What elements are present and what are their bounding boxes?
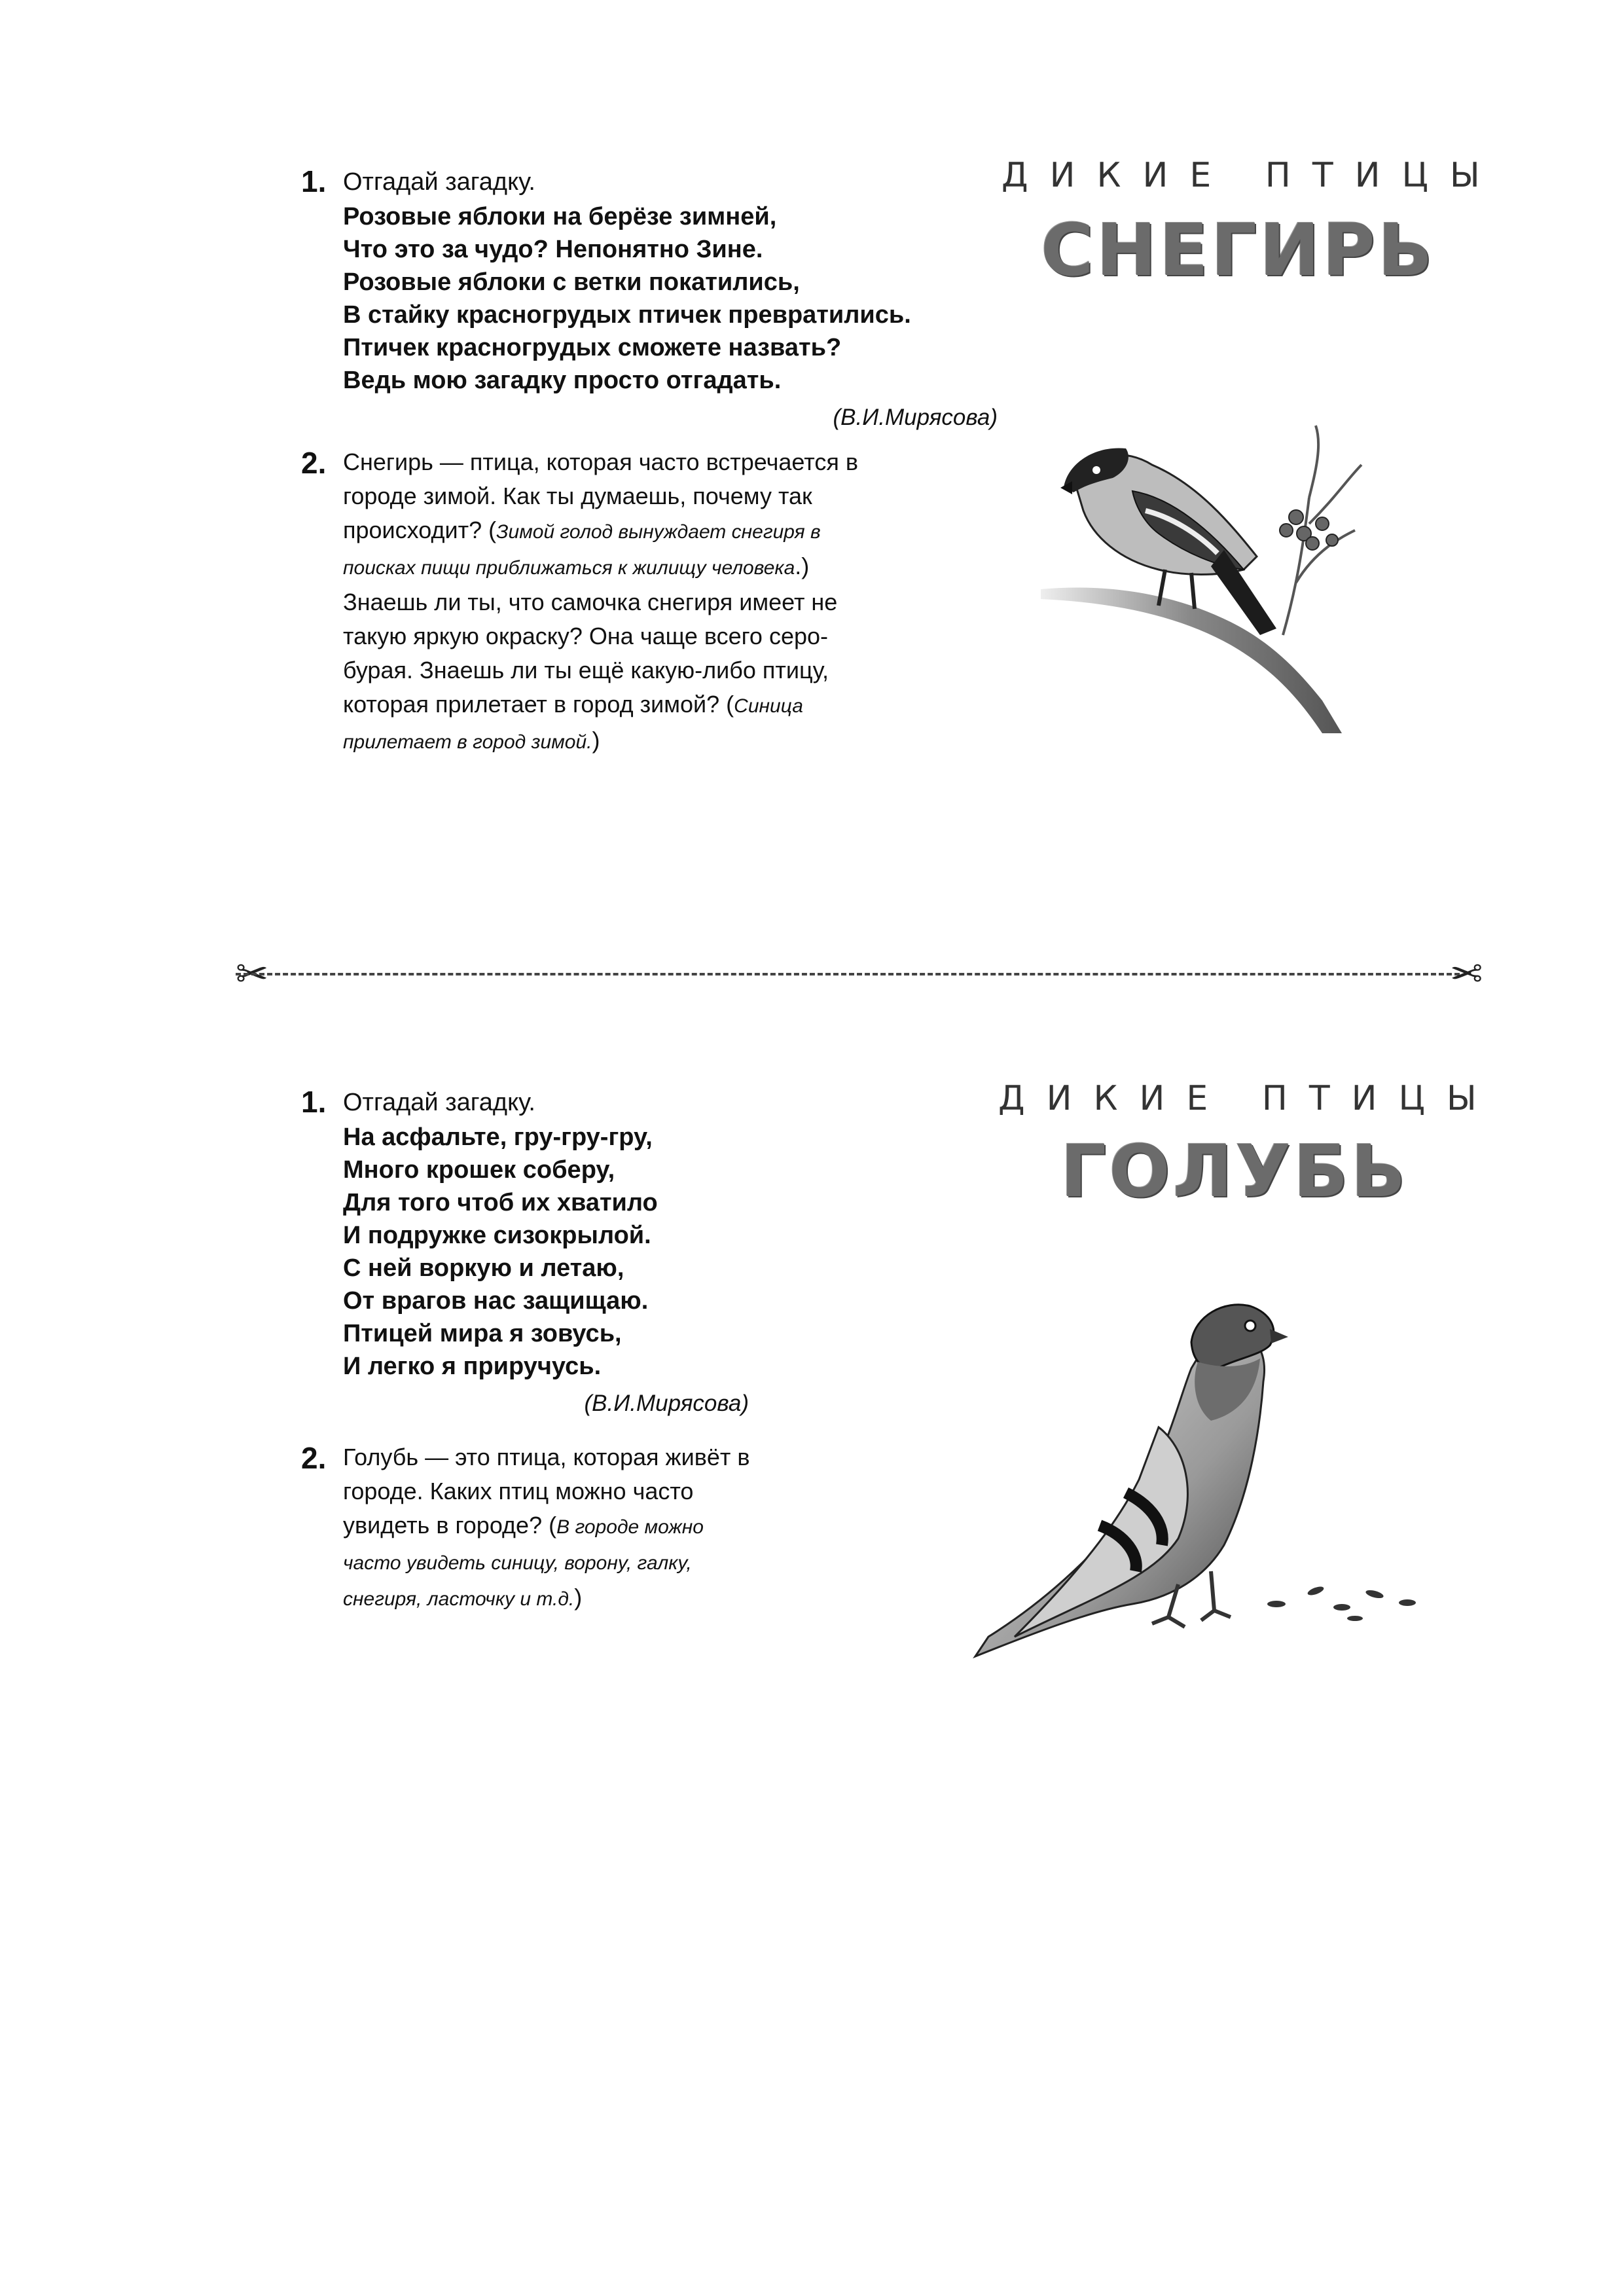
task-intro: Отгадай загадку. [343,1089,535,1116]
task-text: Голубь — это птица, которая живёт в городе. Каких птиц можно часто увидеть в городе? ( [343,1444,750,1539]
task-body [343,1440,762,1616]
riddle [343,1121,749,1383]
task-body [343,445,880,759]
task-number: 2. [301,1441,327,1475]
card-pigeon [0,1021,1624,2003]
answer-text: Зимой голод вынуждает снегиря в поисках пищи приближаться к жилищу человека [343,521,821,579]
riddle [343,200,998,397]
scissors-icon: ✂ [236,952,269,996]
riddle-line: Для того чтоб их хватило [343,1189,658,1216]
task-intro: Отгадай загадку. [343,168,535,196]
scissors-icon: ✂ [1450,952,1483,996]
task-number: 1. [301,1085,327,1119]
riddle-line: Птичек красногрудых сможете назвать? [343,334,842,361]
riddle-line: Птицей мира я зовусь, [343,1320,622,1347]
task-body [343,1084,749,1421]
pigeon-eye [1245,1321,1255,1331]
task-text: Снегирь — птица, которая часто встречается в городе зимой. Как ты думаешь, почему так происходит? ( [343,448,858,543]
bullfinch-illustration [1034,419,1388,746]
riddle-line: Ведь мою загадку просто отгадать. [343,367,782,394]
task-number: 1. [301,164,327,198]
bird-title: ГОЛУБЬ [1060,1129,1409,1213]
author: (В.И.Мирясова) [584,1391,749,1416]
branch [1041,587,1342,733]
riddle-line: На асфальте, гру-гру-гру, [343,1123,653,1151]
riddle-line: С ней воркую и летаю, [343,1254,624,1282]
pigeon-illustration [962,1296,1434,1663]
task-number: 2. [301,446,327,480]
bird-eye [1092,466,1100,474]
riddle-line: И легко я приручусь. [343,1353,602,1380]
task-text: .) Знаешь ли ты, что самочка снегиря имеет не такую яркую окраску? Она чаще всего серо-бурая. Знаешь ли ты ещё какую-либо птицу, которая прилетает в город зимой? ( [343,553,838,718]
category-label: ДИКИЕ ПТИЦЫ [998,1079,1498,1118]
riddle-line: И подружке сизокрылой. [343,1222,651,1249]
author: (В.И.Мирясова) [833,405,998,430]
card-bullfinch [0,0,1624,956]
task-body [343,164,998,435]
riddle-line: Розовые яблоки на берёзе зимней, [343,203,777,230]
riddle-line: В стайку красногрудых птичек превратились. [343,301,911,329]
riddle-line: От врагов нас защищаю. [343,1287,649,1315]
answer-text: В городе можно часто увидеть синицу, ворону, галку, снегиря, ласточку и т.д. [343,1516,704,1610]
answer-text: Синица прилетает в город зимой. [343,695,803,753]
riddle-line: Что это за чудо? Непонятно Зине. [343,236,763,263]
task-text: ) [574,1584,583,1611]
berries [1280,510,1338,550]
cut-line [236,973,1460,975]
category-label: ДИКИЕ ПТИЦЫ [1001,156,1502,195]
bird-title: СНЕГИРЬ [1041,208,1435,292]
seeds [1267,1585,1416,1621]
pigeon-beak [1270,1329,1288,1343]
task-text: ) [592,727,600,754]
riddle-line: Много крошек соберу, [343,1156,615,1184]
riddle-line: Розовые яблоки с ветки покатились, [343,268,800,296]
